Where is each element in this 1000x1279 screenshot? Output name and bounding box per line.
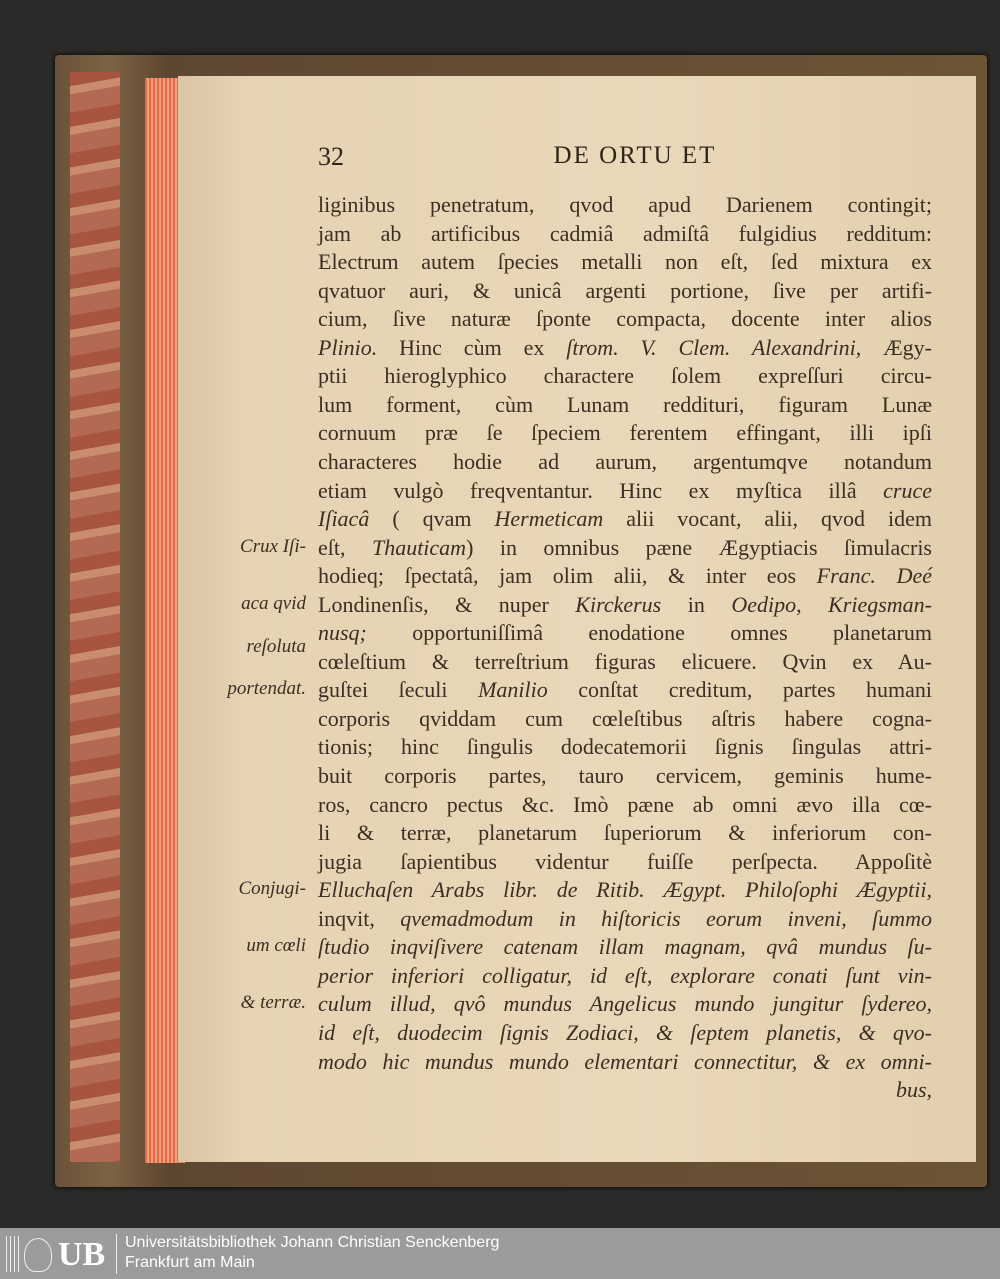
text-segment: eſt, xyxy=(318,534,372,560)
text-segment: Londinenſis, & nuper xyxy=(318,591,576,617)
footer-bar xyxy=(0,1228,1000,1279)
italic-text: Kirckerus xyxy=(575,591,662,617)
text-line xyxy=(318,334,932,362)
text-line xyxy=(318,762,932,790)
text-segment: in xyxy=(661,591,732,617)
logo-columns-icon xyxy=(6,1236,20,1272)
text-segment: lum forment, cùm Lunam redditurі, figuram Lunæ xyxy=(318,391,932,417)
text-segment: qvatuor auri, & unicâ argenti portione, ſive per artifi- xyxy=(318,277,932,303)
margin-note: Conjugi- xyxy=(238,878,306,900)
text-line xyxy=(318,191,932,219)
italic-text: Thauticam xyxy=(371,534,467,560)
italic-text: Iſiacâ xyxy=(318,506,370,532)
margin-note: portendat. xyxy=(227,678,306,700)
text-line xyxy=(318,990,932,1018)
logo-portrait-icon xyxy=(24,1238,52,1272)
italic-text: nusq; xyxy=(318,620,367,646)
text-line xyxy=(318,1019,932,1047)
text-segment: corporis qviddam cum cœleſtibus aſtris habere cogna- xyxy=(318,705,932,731)
text-line xyxy=(318,1048,932,1076)
italic-text: Elluchaſen Arabs libr. de Ritib. Ægypt. Philoſophi Ægyptii, xyxy=(318,877,932,903)
margin-note: & terræ. xyxy=(240,992,306,1014)
italic-text: Plinio. xyxy=(318,334,378,360)
text-line xyxy=(318,362,932,390)
page-number: 32 xyxy=(318,142,344,171)
italic-text: Kriegsman- xyxy=(828,591,932,617)
logo-text: UB xyxy=(58,1236,106,1273)
margin-note: reſoluta xyxy=(246,635,306,657)
text-line xyxy=(318,648,932,676)
library-name: Universitätsbibliothek Johann Christian Senckenberg xyxy=(125,1234,500,1251)
text-line xyxy=(318,962,932,990)
text-line xyxy=(318,619,932,647)
text-line xyxy=(318,848,932,876)
text-segment: liginibus penetratum, qvod apud Darienem contingit; xyxy=(318,192,932,217)
text-segment: Hinc cùm ex xyxy=(377,334,567,360)
text-line xyxy=(318,591,932,619)
library-city: Frankfurt am Main xyxy=(125,1254,255,1271)
italic-text: Manilio xyxy=(478,677,548,703)
text-line xyxy=(318,905,932,933)
text-segment: alii vocant, alii, qvod idem xyxy=(603,506,932,532)
text-line xyxy=(318,220,932,248)
italic-text: ſtudio inqviſivere catenam illam magnam, qvâ mundus ſu- xyxy=(318,934,932,960)
text-segment: buit corporis partes, tauro cervicem, geminis hume- xyxy=(318,763,932,788)
text-line xyxy=(318,733,932,761)
text-line xyxy=(318,562,932,590)
text-segment: guſtei ſeculi xyxy=(318,677,479,703)
library-logo xyxy=(6,1234,117,1274)
text-line xyxy=(318,1076,932,1104)
text-segment: hodieq; ſpectatâ, jam olim alii, & inter eos xyxy=(318,563,817,589)
italic-text: qvemadmodum in hiſtoricis eorum inveni, ſummo xyxy=(400,905,933,931)
text-segment: ( qvam xyxy=(369,506,495,532)
text-line xyxy=(318,791,932,819)
text-line xyxy=(318,448,932,476)
text-segment: inqvit, xyxy=(318,905,401,931)
text-line xyxy=(318,534,932,562)
margin-note: aca qvid xyxy=(241,592,306,614)
text-line xyxy=(318,391,932,419)
italic-text: Hermeticam xyxy=(494,506,604,532)
text-segment: jugia ſapientibus videntur fuiſſe perſpecta. Appoſitè xyxy=(318,848,932,874)
italic-text: cruce xyxy=(883,477,932,503)
italic-text: Franc. Deé xyxy=(816,563,932,589)
text-line xyxy=(318,419,932,447)
text-segment: Electrum autem ſpecies metalli non eſt, ſed mixtura ex xyxy=(318,249,932,275)
text-segment: cœleſtium & terreſtrium figuras elicuere. Qvin ex Au- xyxy=(318,648,932,674)
italic-text: modo hic mundus mundo elementari connectitur, & ex omni- xyxy=(318,1048,932,1074)
text-segment: ) in omnibus pæne Ægyptiacis ſimulacris xyxy=(466,534,932,560)
italic-text: perior inferiori colligatur, id eſt, explorare conati ſunt vin- xyxy=(318,962,932,988)
text-segment: tionis; hinc ſingulis dodecatemorii ſignis ſingulas attri- xyxy=(318,734,932,760)
text-segment: opportuniſſimâ enodatione omnes planetarum xyxy=(366,620,932,646)
text-segment: li & terræ, planetarum ſuperiorum & inferiorum con- xyxy=(318,820,932,846)
text-line xyxy=(318,248,932,276)
italic-text: ſtrom. V. Clem. Alexandrini xyxy=(566,334,856,360)
text-segment: ptii hieroglyphico charactere ſolem expreſſuri circu- xyxy=(318,363,932,389)
text-segment: cornuum præ ſe ſpeciem ferentem effingant, illi ipſi xyxy=(318,420,932,446)
text-segment: characteres hodie ad aurum, argentumqve notandum xyxy=(318,448,932,474)
marbled-endpaper xyxy=(70,72,120,1162)
text-line xyxy=(318,305,932,333)
text-line xyxy=(318,876,932,904)
running-title: DE ORTU ET xyxy=(553,142,717,169)
italic-text: culum illud, qvô mundus Angelicus mundo jungitur ſydereo, xyxy=(318,991,932,1017)
margin-note: Crux Iſi- xyxy=(240,535,306,557)
text-line xyxy=(318,705,932,733)
italic-text: Oedipo xyxy=(731,591,797,617)
text-segment: jam ab artificibus cadmiâ admiſtâ fulgidius redditum: xyxy=(318,220,932,246)
text-segment: etiam vulgò freqventantur. Hinc ex myſtica illâ xyxy=(318,477,884,503)
text-segment: , xyxy=(796,591,829,617)
text-line xyxy=(318,819,932,847)
text-segment: cium, ſive naturæ ſponte compacta, docente inter alios xyxy=(318,306,932,332)
margin-note: um cœli xyxy=(246,935,306,957)
text-line xyxy=(318,477,932,505)
text-segment: ros, cancro pectus &c. Imò pæne ab omni ævo illa cœ- xyxy=(318,791,932,817)
italic-text: bus, xyxy=(895,1077,932,1103)
text-segment: , Ægy- xyxy=(855,334,933,360)
text-line xyxy=(318,676,932,704)
text-line xyxy=(318,277,932,305)
text-line xyxy=(318,933,932,961)
text-line xyxy=(318,505,932,533)
italic-text: id eſt, duodecim ſignis Zodiaci, & ſeptem planetis, & qvo- xyxy=(318,1019,932,1045)
text-segment: conſtat creditum, partes humani xyxy=(547,677,932,703)
